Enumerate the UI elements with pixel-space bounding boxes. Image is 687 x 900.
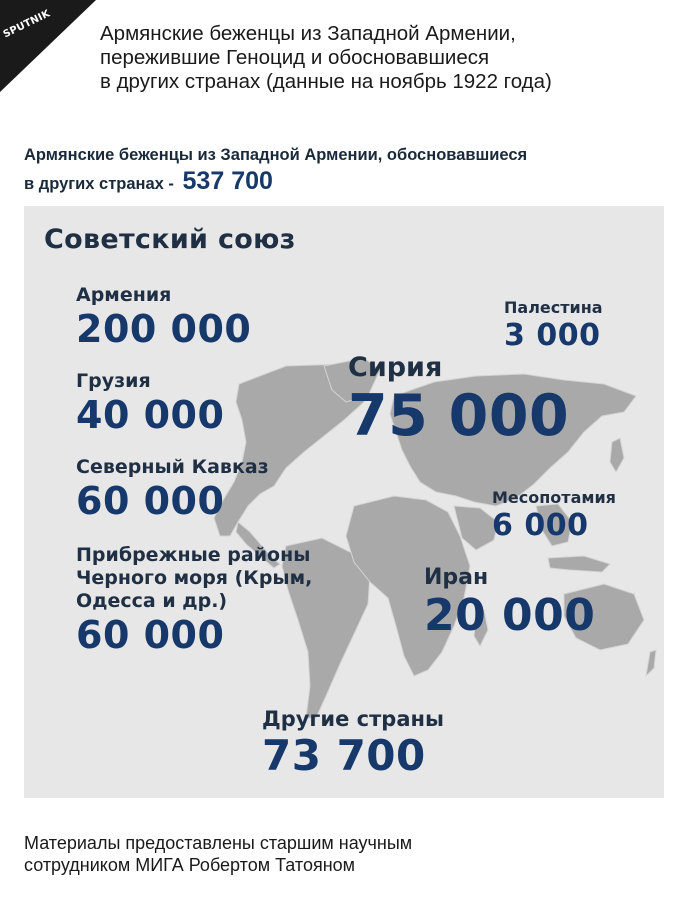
logo-text: SPUTNIK: [1, 8, 52, 41]
region-name: Месопотамия: [492, 488, 616, 507]
region-syria: [348, 352, 569, 448]
summary: [24, 142, 664, 197]
summary-label: в других странах -: [24, 175, 174, 193]
region-value: 73 700: [262, 731, 426, 780]
soviet-union-heading: Советский союз: [44, 224, 296, 255]
region-value: 60 000: [76, 613, 225, 657]
region-georgia: [76, 370, 224, 437]
region-other-countries: [262, 706, 444, 780]
region-value: 3 000: [504, 318, 601, 353]
region-name: Армения: [76, 284, 172, 306]
credit-line-1: Материалы предоставлены старшим научным: [24, 833, 413, 853]
page-title: [100, 22, 675, 94]
region-north-caucasus: [76, 456, 269, 523]
region-name-line: Одесса и др.): [76, 590, 228, 612]
region-name: Палестина: [504, 298, 603, 317]
region-value: 60 000: [76, 479, 225, 523]
new-zealand-shape: [646, 650, 656, 676]
japan-shape: [610, 438, 624, 472]
region-armenia: [76, 284, 251, 351]
region-name-line: Черного моря (Крым,: [76, 567, 313, 589]
region-name: Грузия: [76, 370, 151, 392]
summary-line-1: Армянские беженцы из Западной Армении, обосновавшиеся: [24, 146, 528, 164]
map-panel: [24, 206, 664, 798]
summary-line-2: [24, 168, 664, 197]
region-name: Северный Кавказ: [76, 456, 269, 478]
region-name: Сирия: [348, 352, 443, 383]
summary-total: 537 700: [182, 167, 273, 195]
title-line-2: пережившие Геноцид и обосновавшиеся: [100, 46, 490, 69]
region-value: 40 000: [76, 393, 225, 437]
title-line-1: Армянские беженцы из Западной Армении,: [100, 22, 516, 45]
region-iran: [424, 564, 595, 641]
region-value: 75 000: [348, 383, 570, 449]
credit-line-2: сотрудником МИГА Робертом Татояном: [24, 855, 356, 875]
region-palestine: [504, 298, 603, 354]
region-value: 20 000: [424, 590, 596, 641]
region-name: Иран: [424, 565, 489, 590]
region-mesopotamia: [492, 488, 616, 544]
region-name-line: Прибрежные районы: [76, 544, 311, 566]
region-black-sea-coast: [76, 544, 312, 657]
region-value: 6 000: [492, 508, 589, 543]
region-name: Другие страны: [262, 707, 444, 731]
title-line-3: в других странах (данные на ноябрь 1922 года): [100, 70, 552, 93]
credit-note: [24, 832, 664, 876]
region-value: 200 000: [76, 307, 252, 351]
